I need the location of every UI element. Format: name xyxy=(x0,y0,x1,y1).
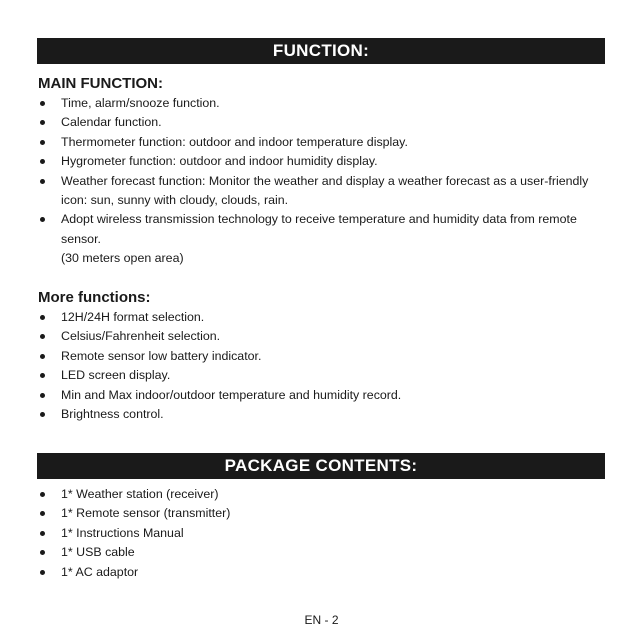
main-function-list xyxy=(38,94,598,269)
list-item: Min and Max indoor/outdoor temperature and humidity record. xyxy=(38,386,598,405)
package-contents-header-bar xyxy=(37,453,605,479)
list-item: 1* USB cable xyxy=(38,543,598,562)
package-contents-title: PACKAGE CONTENTS: xyxy=(224,456,418,475)
package-contents-list xyxy=(38,485,598,582)
function-header-bar xyxy=(37,38,605,64)
list-item: Weather forecast function: Monitor the weather and display a weather forecast as a user-friendly icon: sun, sunny with cloudy, clouds, rain. xyxy=(38,172,598,211)
list-item: 1* AC adaptor xyxy=(38,563,598,582)
list-item: Remote sensor low battery indicator. xyxy=(38,347,598,366)
list-item: Celsius/Fahrenheit selection. xyxy=(38,327,598,346)
list-item: 12H/24H format selection. xyxy=(38,308,598,327)
main-function-heading: MAIN FUNCTION: xyxy=(38,75,163,92)
list-item: Thermometer function: outdoor and indoor temperature display. xyxy=(38,133,598,152)
list-item: 1* Instructions Manual xyxy=(38,524,598,543)
list-item: Time, alarm/snooze function. xyxy=(38,94,598,113)
list-item: LED screen display. xyxy=(38,366,598,385)
list-item: 1* Remote sensor (transmitter) xyxy=(38,504,598,523)
list-item: Hygrometer function: outdoor and indoor humidity display. xyxy=(38,152,598,171)
more-functions-list xyxy=(38,308,598,424)
function-title: FUNCTION: xyxy=(272,41,370,60)
page-number: EN - 2 xyxy=(304,613,339,627)
range-note: (30 meters open area) xyxy=(61,251,184,266)
list-item: Calendar function. xyxy=(38,113,598,132)
list-item: 1* Weather station (receiver) xyxy=(38,485,598,504)
list-item: Brightness control. xyxy=(38,405,598,424)
more-functions-heading: More functions: xyxy=(38,289,151,306)
list-item: Adopt wireless transmission technology to receive temperature and humidity data from remote sensor. (30 meters open area) xyxy=(38,210,598,268)
